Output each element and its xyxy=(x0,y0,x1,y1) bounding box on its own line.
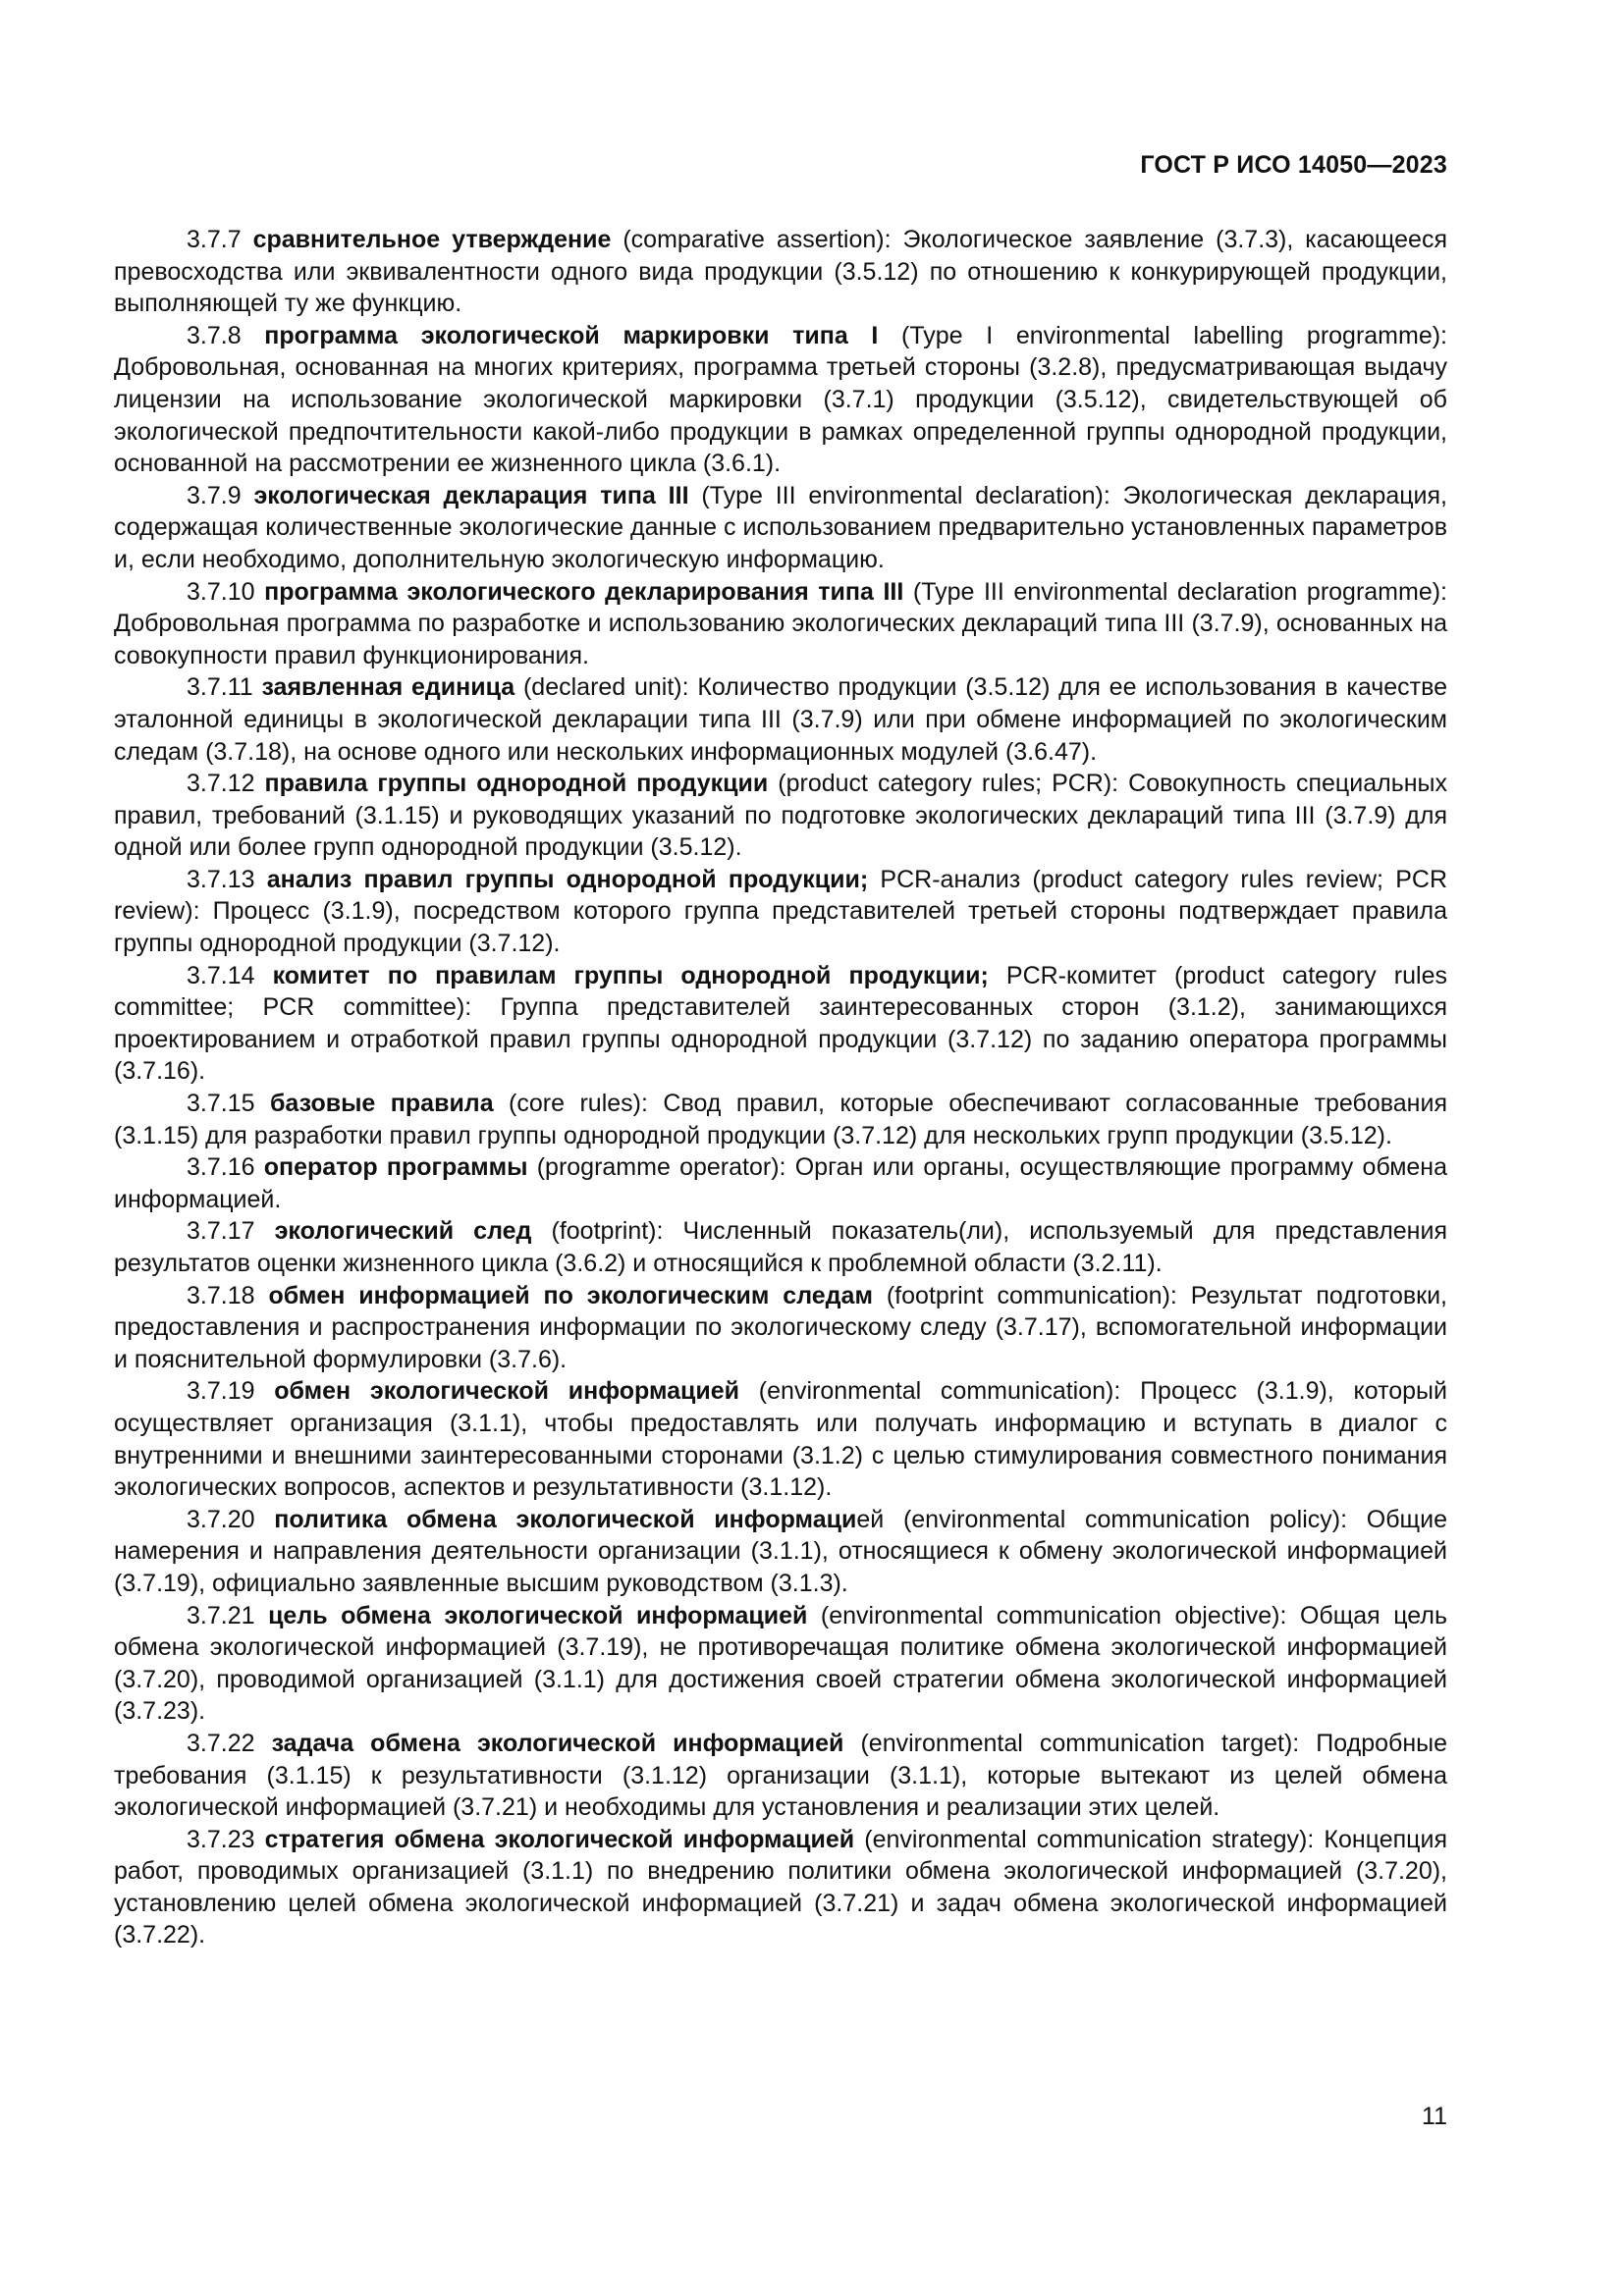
definition-entry xyxy=(114,1151,1447,1215)
entry-number: 3.7.16 xyxy=(187,1153,255,1182)
entry-definition: (Type III environmental declaration programme): Добровольная программа по разработке и использованию экологических деклараций типа III (3.7.9), основанных на совокупности правил функционирования. xyxy=(114,577,1448,669)
entry-definition: (footprint): Численный показатель(ли), используемый для представления результатов оценки жизненного цикла (3.6.2) и относящийся к проблемной области (3.2.11). xyxy=(114,1217,1447,1277)
definition-entry xyxy=(114,960,1447,1088)
entry-number: 3.7.15 xyxy=(187,1090,255,1118)
entry-number: 3.7.20 xyxy=(187,1505,255,1533)
entry-definition: (environmental communication strategy): Концепция работ, проводимых организацией (3.1.1) по внедрению политики обмена экологической информацией (3.7.20), установлению целей обмена экологической информацией (3.7.21) и задач обмена экологической информацией (3.7.22). xyxy=(114,1825,1447,1949)
entry-number: 3.7.17 xyxy=(187,1217,255,1246)
entry-definition: (Type I environmental labelling programme): Добровольная, основанная на многих критериях, программа третьей стороны (3.2.8), предусматривающая выдачу лицензии на использование экологической маркировки (3.7.1) продукции (3.5.12), свидетельствующей об экологической предпочтительности какой-либо продукции в рамках определенной группы однородной продукции, основанной на рассмотрении ее жизненного цикла (3.6.1). xyxy=(114,321,1448,478)
entry-definition: (product category rules; PCR): Совокупность специальных правил, требований (3.1.15) и руководящих указаний по подготовке экологических деклараций типа III (3.7.9) для одной или более групп однородной продукции (3.5.12). xyxy=(114,770,1447,862)
entry-definition: PCR-комитет (product category rules committee; PCR committee): Группа представителей заинтересованных сторон (3.1.2), занимающихся проектированием и отработкой правил группы однородной продукции (3.7.12) по заданию оператора программы (3.7.16). xyxy=(114,961,1447,1086)
entry-number: 3.7.9 xyxy=(187,481,242,509)
entry-definition: (environmental communication): Процесс (3.1.9), который осуществляет организация (3.1.1), чтобы предоставлять или получать информацию и вступать в диалог с внутренними и внешними заинтересованными сторонами (3.1.2) с целью стимулирования совместного понимания экологических вопросов, аспектов и результативности (3.1.12). xyxy=(114,1377,1447,1502)
definition-entry xyxy=(114,1280,1447,1376)
entry-definition: (core rules): Свод правил, которые обеспечивают согласованные требования (3.1.15) для разработки правил группы однородной продукции (3.7.12) для нескольких групп продукции (3.5.12). xyxy=(114,1090,1447,1149)
page-footer xyxy=(1422,2103,1447,2131)
entry-number: 3.7.10 xyxy=(187,577,255,606)
definition-entry xyxy=(114,1824,1447,1951)
entry-number: 3.7.8 xyxy=(187,321,242,349)
document-body xyxy=(114,224,1447,1951)
entry-term: политика обмена экологической информаци xyxy=(274,1505,857,1533)
entry-definition: (declared unit): Количество продукции (3.5.12) для ее использования в качестве эталонной единицы в экологической декларации типа III (3.7.9) или при обмене информацией по экологическим следам (3.7.18), на основе одного или нескольких информационных модулей (3.6.47). xyxy=(114,673,1447,766)
entry-number: 3.7.14 xyxy=(187,961,255,989)
entry-number: 3.7.13 xyxy=(187,865,255,893)
entry-term: заявленная единица xyxy=(261,673,515,702)
entry-term: сравнительное утверждение xyxy=(252,226,612,253)
entry-number: 3.7.22 xyxy=(187,1729,255,1757)
entry-number: 3.7.11 xyxy=(187,673,253,702)
definition-entry xyxy=(114,1504,1447,1600)
definition-entry xyxy=(114,224,1447,320)
entry-term: программа экологического декларирования типа III xyxy=(264,577,904,606)
entry-definition: (footprint communication): Результат подготовки, предоставления и распространения информации по экологическому следу (3.7.17), вспомогательной информации и пояснительной формулировки (3.7.6). xyxy=(114,1281,1447,1373)
entry-number: 3.7.18 xyxy=(187,1281,255,1309)
entry-number: 3.7.23 xyxy=(187,1825,255,1853)
entry-term: программа экологической маркировки типа I xyxy=(264,321,879,349)
definition-entry xyxy=(114,1088,1447,1151)
definition-entry xyxy=(114,576,1447,672)
entry-term: оператор программы xyxy=(263,1153,528,1182)
entry-number: 3.7.7 xyxy=(187,226,242,253)
entry-definition: (environmental communication target): Подробные требования (3.1.15) к результативности (3.1.12) организации (3.1.1), которые вытекают из целей обмена экологической информацией (3.7.21) и необходимы для установления и реализации этих целей. xyxy=(114,1729,1447,1822)
definition-entry xyxy=(114,1375,1447,1503)
entry-definition: PCR-анализ (product category rules review; PCR review): Процесс (3.1.9), посредством которого группа представителей третьей стороны подтверждает правила группы однородной продукции (3.7.12). xyxy=(114,865,1447,958)
entry-definition: (environmental communication objective): Общая цель обмена экологической информацией (3.7.19), не противоречащая политике обмена экологической информацией (3.7.20), проводимой организацией (3.1.1) для достижения своей стратегии обмена экологической информацией (3.7.23). xyxy=(114,1601,1447,1726)
definition-entry xyxy=(114,1215,1447,1279)
entry-term: цель обмена экологической информацией xyxy=(268,1601,808,1629)
entry-term: анализ правил группы однородной продукции; xyxy=(266,865,869,893)
entry-definition: (Type III environmental declaration): Экологическая декларация, содержащая количественные экологические данные с использованием предварительно установленных параметров и, если необходимо, дополнительную экологическую информацию. xyxy=(114,481,1448,573)
entry-term: экологический след xyxy=(274,1217,532,1246)
definition-entry xyxy=(114,671,1447,768)
page-number: 11 xyxy=(1422,2103,1447,2130)
entry-term: комитет по правилам группы однородной продукции; xyxy=(272,961,989,989)
entry-number: 3.7.21 xyxy=(187,1601,255,1629)
standard-code: ГОСТ Р ИСО 14050—2023 xyxy=(1140,151,1447,179)
definition-entry xyxy=(114,768,1447,864)
entry-definition: (programme operator): Орган или органы, осуществляющие программу обмена информацией. xyxy=(114,1153,1448,1213)
definition-entry xyxy=(114,864,1447,960)
entry-definition: (comparative assertion): Экологическое заявление (3.7.3), касающееся превосходства или эквивалентности одного вида продукции (3.5.12) по отношению к конкурирующей продукции, выполняющей ту же функцию. xyxy=(114,226,1447,318)
entry-term: правила группы однородной продукции xyxy=(264,770,769,798)
definition-entry xyxy=(114,1728,1447,1824)
entry-term: обмен экологической информацией xyxy=(274,1377,740,1406)
document-header xyxy=(1140,151,1447,180)
entry-term: экологическая декларация типа III xyxy=(253,481,689,509)
entry-definition: ей (environmental communication policy): Общие намерения и направления деятельности организации (3.1.1), относящиеся к обмену экологической информацией (3.7.19), официально заявленные высшим руководством (3.1.3). xyxy=(114,1505,1447,1597)
definition-entry xyxy=(114,1600,1447,1728)
entry-number: 3.7.12 xyxy=(187,770,255,798)
definition-entry xyxy=(114,480,1447,576)
entry-term: базовые правила xyxy=(269,1090,494,1118)
definition-entry xyxy=(114,320,1447,480)
entry-term: стратегия обмена экологической информацией xyxy=(264,1825,855,1853)
entry-term: обмен информацией по экологическим следам xyxy=(268,1281,873,1309)
entry-term: задача обмена экологической информацией xyxy=(271,1729,844,1757)
entry-number: 3.7.19 xyxy=(187,1377,255,1406)
